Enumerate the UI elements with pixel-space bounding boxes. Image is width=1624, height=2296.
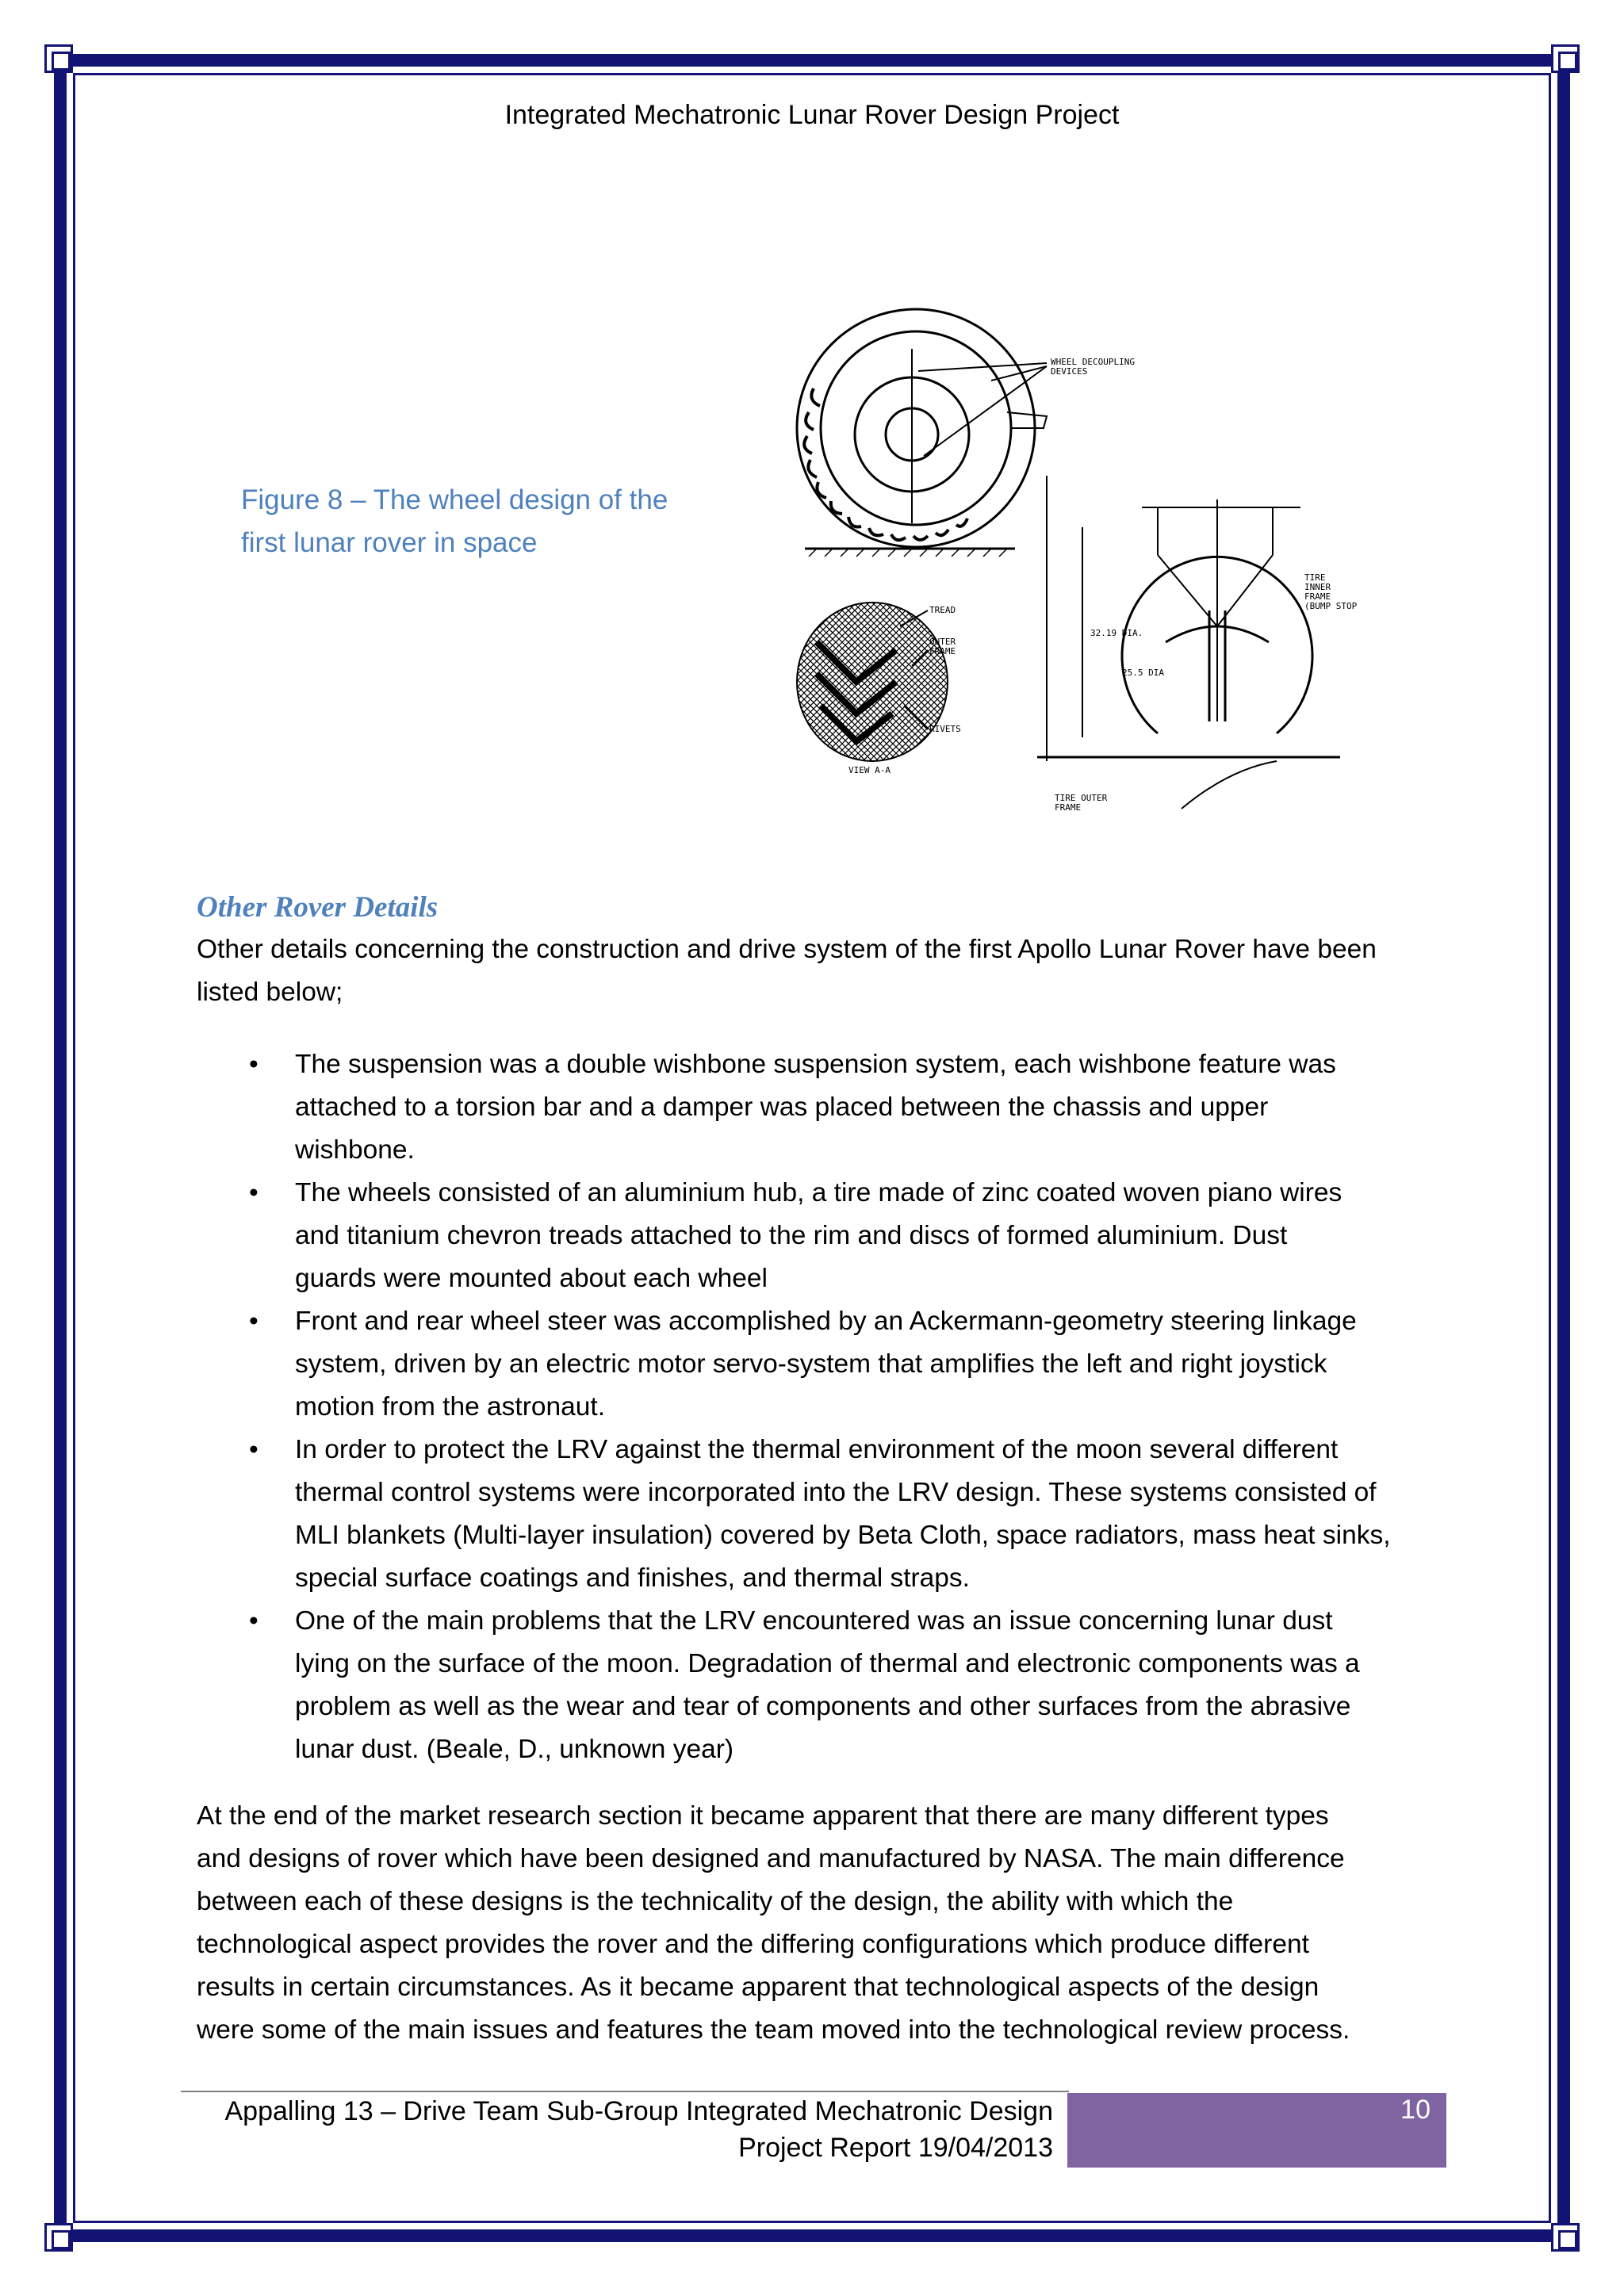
bullet-line: attached to a torsion bar and a damper was placed between the chassis and upper [295,1093,1269,1122]
bullet-line: lying on the surface of the moon. Degradation of thermal and electronic components was a [295,1649,1360,1678]
bullet-line: The wheels consisted of an aluminium hub, a tire made of zinc coated woven piano wires [295,1178,1342,1207]
footer-line-2: Project Report 19/04/2013 [738,2133,1053,2163]
page-number: 10 [1400,2095,1431,2125]
wheel-section-view [1037,476,1340,809]
bullet-item-steering [197,1300,1450,1429]
bullet-line: One of the main problems that the LRV encountered was an issue concerning lunar dust [295,1606,1333,1636]
bullet-line: The suspension was a double wishbone suspension system, each wishbone feature was [295,1050,1336,1079]
bullet-line: wishbone. [295,1135,415,1165]
corner-ornament-bottom-left [44,2223,73,2252]
conclusion-line: between each of these designs is the technicality of the design, the ability with which the [197,1887,1234,1916]
running-header: Integrated Mechatronic Lunar Rover Design Project [504,100,1120,130]
bullet-line: MLI blankets (Multi-layer insulation) covered by Beta Cloth, space radiators, mass heat sinks, [295,1521,1391,1550]
label-tire-inner-1: TIRE [1304,572,1326,583]
footer-line-1: Appalling 13 – Drive Team Sub-Group Integrated Mechatronic Design [224,2096,1053,2126]
corner-ornament-bottom-right [1551,2223,1580,2252]
tread-detail-view [797,603,948,761]
bullet-item-dust [197,1600,1450,1771]
intro-line-2: listed below; [197,978,343,1007]
label-rivets: RIVETS [929,724,961,734]
corner-ornament-top-right [1551,44,1580,73]
wheel-side-view [797,309,1047,547]
bullet-dot-icon: • [249,1178,259,1207]
label-view-a-a: VIEW A-A [848,765,891,775]
figure-caption-line-1: Figure 8 – The wheel design of the [241,484,668,515]
bullet-line: guards were mounted about each wheel [295,1264,768,1293]
bullet-line: system, driven by an electric motor servo-system that amplifies the left and right joystick [295,1349,1327,1379]
bullet-line: lunar dust. (Beale, D., unknown year) [295,1735,734,1764]
bullet-item-wheels [197,1172,1450,1300]
figure-caption [241,479,701,564]
label-tire-inner-2: INNER [1304,582,1331,592]
label-tire-outer-1: TIRE OUTER [1055,793,1108,803]
conclusion-paragraph [197,1795,1450,2052]
section-heading: Other Rover Details [197,891,439,924]
label-outer-diameter: 32.19 DIA. [1090,628,1143,638]
conclusion-line: results in certain circumstances. As it became apparent that technological aspects of the design [197,1973,1320,2002]
intro-line-1: Other details concerning the construction and drive system of the first Apollo Lunar Rover have been [197,935,1377,964]
bullet-line: motion from the astronaut. [295,1392,606,1422]
footer-page-box [1067,2093,1446,2168]
figure-caption-line-2: first lunar rover in space [241,527,538,558]
bullet-line: Front and rear wheel steer was accomplished by an Ackermann-geometry steering linkage [295,1307,1357,1336]
bullet-line: problem as well as the wear and tear of components and other surfaces from the abrasive [295,1692,1351,1721]
label-wheel-decoupling-2: DEVICES [1051,366,1088,377]
bullet-line: In order to protect the LRV against the thermal environment of the moon several different [295,1435,1339,1464]
label-tire-inner-3: FRAME [1304,591,1331,602]
label-inner-diameter: 25.5 DIA [1122,668,1164,678]
corner-ornament-top-left [44,44,73,73]
details-bullet-list [197,1043,1450,1771]
bullet-item-suspension [197,1043,1450,1172]
bullet-dot-icon: • [249,1307,259,1336]
label-tread: TREAD [929,605,956,615]
wheel-design-figure [785,293,1435,832]
label-tire-inner-4: (BUMP STOP [1304,601,1358,611]
label-tire-outer-2: FRAME [1055,802,1082,813]
bullet-dot-icon: • [249,1435,259,1464]
conclusion-line: technological aspect provides the rover and the differing configurations which produce different [197,1930,1309,1959]
label-outer-frame-1: OUTER [929,637,956,647]
bullet-line: thermal control systems were incorporated into the LRV design. These systems consisted of [295,1478,1377,1507]
footer-text [181,2093,1053,2166]
conclusion-line: were some of the main issues and features the team moved into the technological review process. [197,2015,1350,2045]
label-wheel-decoupling-1: WHEEL DECOUPLING [1051,357,1135,367]
bullet-line: special surface coatings and finishes, and thermal straps. [295,1563,970,1593]
bullet-line: and titanium chevron treads attached to the rim and discs of formed aluminium. Dust [295,1221,1288,1250]
bullet-item-thermal [197,1429,1450,1600]
label-outer-frame-2: FRAME [929,646,956,656]
bullet-dot-icon: • [249,1050,259,1079]
intro-paragraph [197,928,1450,1014]
conclusion-line: At the end of the market research section it became apparent that there are many different types [197,1801,1329,1831]
conclusion-line: and designs of rover which have been designed and manufactured by NASA. The main difference [197,1844,1345,1873]
bullet-dot-icon: • [249,1606,259,1636]
footer-divider [181,2091,1069,2092]
